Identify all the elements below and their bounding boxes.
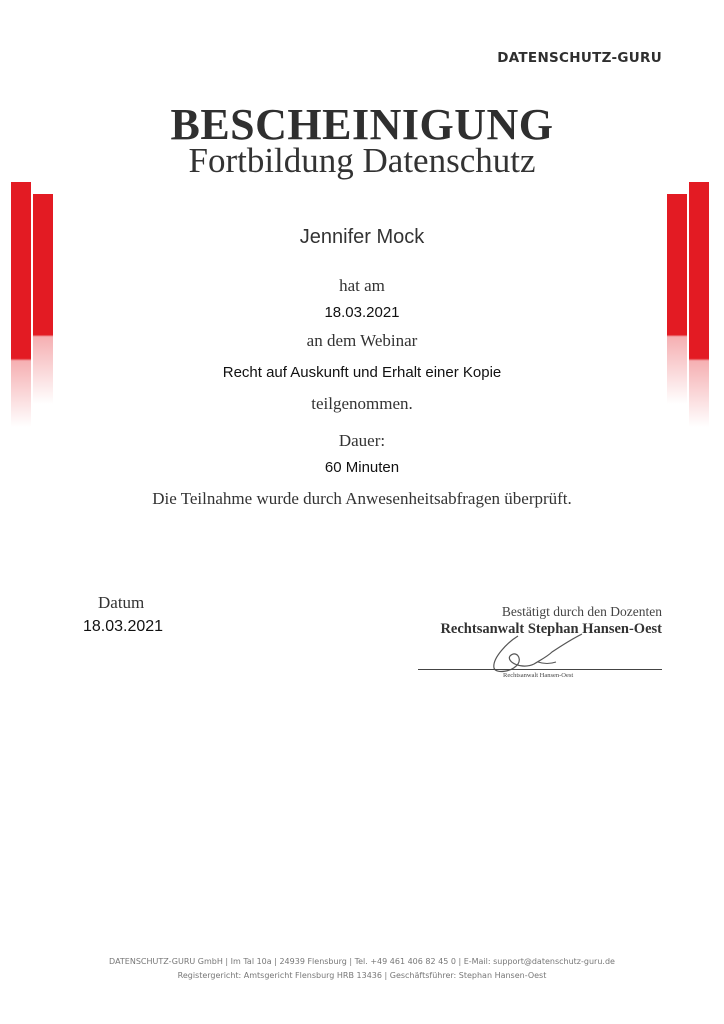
text-hat-am: hat am [339,276,385,295]
signature-line [418,669,662,670]
brand-logo-text: DATENSCHUTZ-GURU [497,50,662,66]
duration-label: Dauer: [338,431,386,450]
participant-name: Jennifer Mock [299,226,425,248]
footer-address: DATENSCHUTZ-GURU GmbH | Im Tal 10a | 24939 Flensburg | Tel. +49 461 406 82 45 0 | E-Mail: support@datenschutz-guru.de [109,957,615,966]
text-an-dem-webinar: an dem Webinar [306,331,418,350]
text-teilgenommen: teilgenommen. [311,394,413,413]
date-label: Datum [98,593,145,612]
verification-text: Die Teilnahme wurde durch Anwesenheitsabfragen überprüft. [152,489,572,508]
lecturer-name: Rechtsanwalt Stephan Hansen-Oest [440,621,662,637]
duration-value: 60 Minuten [324,459,400,476]
footer-registry: Registergericht: Amtsgericht Flensburg HRB 13436 | Geschäftsführer: Stephan Hansen-Oest [177,971,547,980]
signature-caption: Rechtsanwalt Hansen-Oest [503,672,574,679]
certificate-subtitle: Fortbildung Datenschutz [188,141,536,180]
handwritten-signature [478,628,588,678]
webinar-title: Recht auf Auskunft und Erhalt einer Kopie [222,364,502,381]
certificate-title: BESCHEINIGUNG [170,100,554,149]
date-value: 18.03.2021 [83,618,164,635]
confirmed-by-text: Bestätigt durch den Dozenten [501,604,662,619]
participation-date: 18.03.2021 [324,304,400,321]
